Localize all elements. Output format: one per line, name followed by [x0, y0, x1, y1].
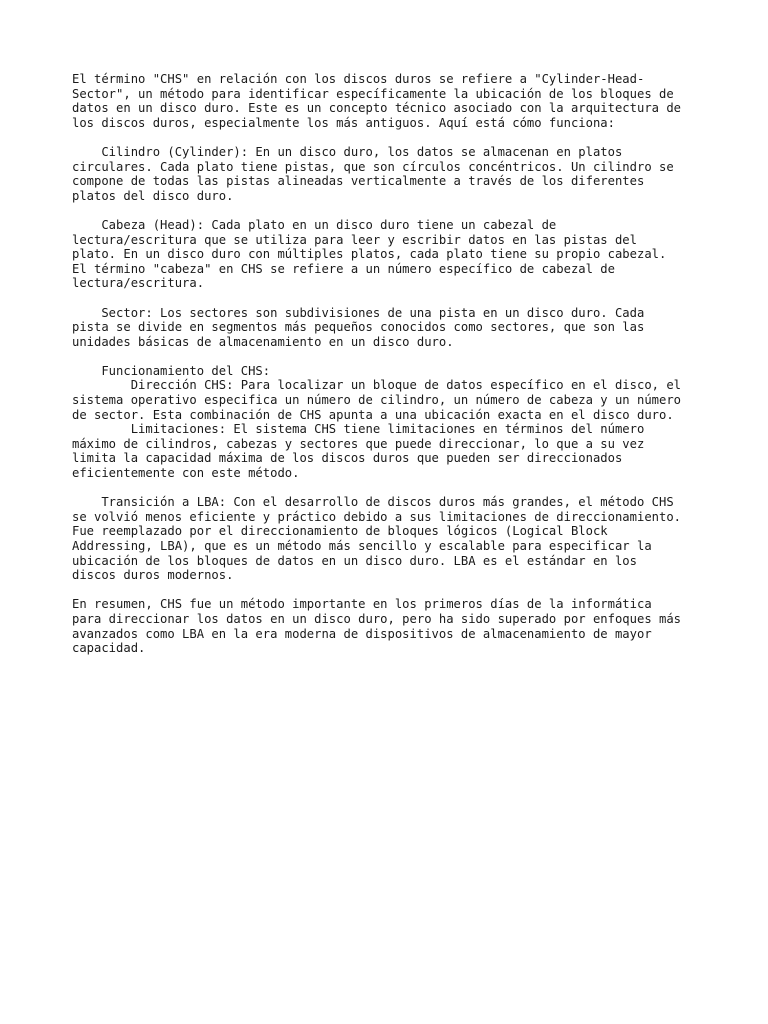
- text-line: máximo de cilindros, cabezas y sectores que puede direccionar, lo que a su vez: [72, 436, 645, 451]
- text-line: circulares. Cada plato tiene pistas, que son círculos concéntricos. Un cilindro se: [72, 159, 674, 174]
- text-line: lectura/escritura que se utiliza para leer y escribir datos en las pistas del: [72, 232, 637, 247]
- text-line: eficientemente con este método.: [72, 466, 300, 481]
- text-line: Fue reemplazado por el direccionamiento de bloques lógicos (Logical Block: [72, 524, 608, 539]
- paragraph-5: [72, 364, 712, 481]
- text-line: Sector", un método para identificar específicamente la ubicación de los bloques de: [72, 86, 674, 101]
- paragraph-6: [72, 495, 712, 583]
- text-line: discos duros modernos.: [72, 568, 234, 583]
- text-line: platos del disco duro.: [72, 188, 234, 203]
- text-line: Addressing, LBA), que es un método más sencillo y escalable para especificar la: [72, 539, 652, 553]
- text-line: Limitaciones: El sistema CHS tiene limitaciones en términos del número: [72, 422, 645, 437]
- text-line: pista se divide en segmentos más pequeños conocidos como sectores, que son las: [72, 320, 645, 335]
- text-line: En resumen, CHS fue un método importante en los primeros días de la informática: [72, 597, 652, 612]
- text-line: Transición a LBA: Con el desarrollo de discos duros más grandes, el método CHS: [72, 495, 674, 510]
- text-line: Funcionamiento del CHS:: [72, 363, 271, 378]
- text-line: sistema operativo especifica un número de cilindro, un número de cabeza y un número: [72, 393, 682, 408]
- text-line: Dirección CHS: Para localizar un bloque de datos específico en el disco, el: [72, 378, 682, 393]
- text-line: unidades básicas de almacenamiento en un disco duro.: [72, 334, 454, 349]
- paragraph-7: [72, 597, 712, 655]
- text-line: limita la capacidad máxima de los discos duros que pueden ser direccionados: [72, 451, 623, 466]
- paragraph-1: [72, 72, 712, 130]
- text-line: lectura/escritura.: [72, 276, 205, 291]
- text-line: para direccionar los datos en un disco duro, pero ha sido superado por enfoques más: [72, 611, 682, 626]
- text-line: de sector. Esta combinación de CHS apunta a una ubicación exacta en el disco duro.: [72, 407, 674, 422]
- text-line: plato. En un disco duro con múltiples platos, cada plato tiene su propio cabezal.: [72, 247, 667, 262]
- text-line: se volvió menos eficiente y práctico debido a sus limitaciones de direccionamiento.: [72, 509, 682, 524]
- text-line: Sector: Los sectores son subdivisiones de una pista en un disco duro. Cada: [72, 305, 645, 320]
- text-line: datos en un disco duro. Este es un concepto técnico asociado con la arquitectura de: [72, 101, 682, 116]
- text-line: capacidad.: [72, 641, 146, 656]
- text-line: ubicación de los bloques de datos en un disco duro. LBA es el estándar en los: [72, 553, 637, 568]
- text-line: El término "CHS" en relación con los discos duros se refiere a "Cylinder-Head-: [72, 72, 645, 86]
- paragraph-3: [72, 218, 712, 291]
- text-line: avanzados como LBA en la era moderna de dispositivos de almacenamiento de mayor: [72, 626, 652, 641]
- paragraph-2: [72, 145, 712, 203]
- text-line: Cilindro (Cylinder): En un disco duro, los datos se almacenan en platos: [72, 144, 623, 159]
- text-line: Cabeza (Head): Cada plato en un disco duro tiene un cabezal de: [72, 217, 557, 232]
- text-line: El término "cabeza" en CHS se refiere a un número específico de cabezal de: [72, 261, 615, 276]
- paragraph-4: [72, 306, 712, 350]
- text-line: los discos duros, especialmente los más antiguos. Aquí está cómo funciona:: [72, 115, 615, 130]
- document-page: [72, 72, 712, 670]
- text-line: compone de todas las pistas alineadas verticalmente a través de los diferentes: [72, 174, 645, 189]
